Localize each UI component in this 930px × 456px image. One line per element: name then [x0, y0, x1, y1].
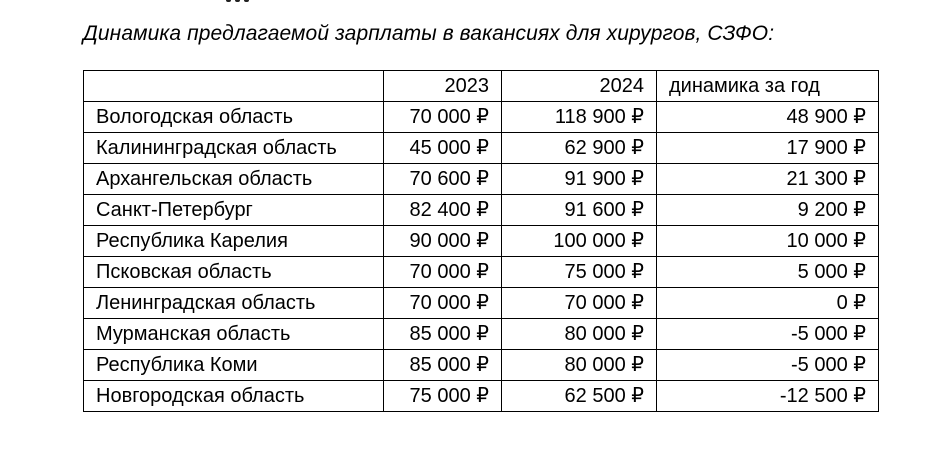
header-cell-2024: 2024 — [502, 71, 657, 102]
change-cell: -5 000 ₽ — [657, 350, 879, 381]
header-cell-region — [84, 71, 384, 102]
change-cell: 17 900 ₽ — [657, 133, 879, 164]
region-cell: Республика Карелия — [84, 226, 384, 257]
region-cell: Новгородская область — [84, 381, 384, 412]
header-cell-2023: 2023 — [384, 71, 502, 102]
salary-2023-cell: 85 000 ₽ — [384, 319, 502, 350]
header-cell-change: динамика за год — [657, 71, 879, 102]
salary-2024-cell: 70 000 ₽ — [502, 288, 657, 319]
region-cell: Архангельская область — [84, 164, 384, 195]
page-title: Динамика предлагаемой зарплаты в вакансиях для хирургов, СЗФО: — [83, 22, 775, 45]
salary-2024-cell: 62 900 ₽ — [502, 133, 657, 164]
salary-2024-cell: 62 500 ₽ — [502, 381, 657, 412]
table-row — [84, 319, 879, 350]
salary-2024-cell: 80 000 ₽ — [502, 350, 657, 381]
change-cell: 5 000 ₽ — [657, 257, 879, 288]
table-header-row — [84, 71, 879, 102]
table-row — [84, 102, 879, 133]
salary-2023-cell: 75 000 ₽ — [384, 381, 502, 412]
salary-2024-cell: 80 000 ₽ — [502, 319, 657, 350]
salary-2024-cell: 75 000 ₽ — [502, 257, 657, 288]
table-row — [84, 350, 879, 381]
clipped-text-fragment — [226, 0, 256, 3]
salary-2023-cell: 45 000 ₽ — [384, 133, 502, 164]
region-cell: Республика Коми — [84, 350, 384, 381]
change-cell: 0 ₽ — [657, 288, 879, 319]
change-cell: 10 000 ₽ — [657, 226, 879, 257]
salary-2023-cell: 82 400 ₽ — [384, 195, 502, 226]
region-cell: Калининградская область — [84, 133, 384, 164]
region-cell: Ленинградская область — [84, 288, 384, 319]
region-cell: Псковская область — [84, 257, 384, 288]
region-cell: Мурманская область — [84, 319, 384, 350]
table-row — [84, 381, 879, 412]
salary-table — [83, 70, 879, 412]
table-row — [84, 257, 879, 288]
table-row — [84, 133, 879, 164]
salary-2024-cell: 91 600 ₽ — [502, 195, 657, 226]
region-cell: Санкт-Петербург — [84, 195, 384, 226]
salary-2024-cell: 91 900 ₽ — [502, 164, 657, 195]
salary-2024-cell: 118 900 ₽ — [502, 102, 657, 133]
change-cell: -12 500 ₽ — [657, 381, 879, 412]
salary-2023-cell: 70 600 ₽ — [384, 164, 502, 195]
change-cell: 9 200 ₽ — [657, 195, 879, 226]
salary-2023-cell: 70 000 ₽ — [384, 288, 502, 319]
table-row — [84, 226, 879, 257]
change-cell: 21 300 ₽ — [657, 164, 879, 195]
change-cell: 48 900 ₽ — [657, 102, 879, 133]
salary-2023-cell: 90 000 ₽ — [384, 226, 502, 257]
salary-2023-cell: 70 000 ₽ — [384, 102, 502, 133]
salary-2023-cell: 70 000 ₽ — [384, 257, 502, 288]
salary-2023-cell: 85 000 ₽ — [384, 350, 502, 381]
table-row — [84, 195, 879, 226]
table-row — [84, 164, 879, 195]
region-cell: Вологодская область — [84, 102, 384, 133]
salary-2024-cell: 100 000 ₽ — [502, 226, 657, 257]
table-row — [84, 288, 879, 319]
change-cell: -5 000 ₽ — [657, 319, 879, 350]
